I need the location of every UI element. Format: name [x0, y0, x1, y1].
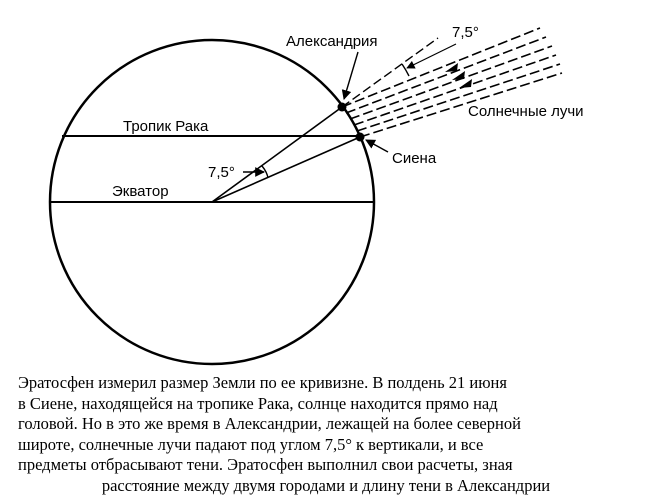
- syene-pointer: [366, 140, 388, 152]
- caption-line: широте, солнечные лучи падают под углом 7,5° к вертикали, и все: [18, 434, 484, 454]
- radius-to-alexandria: [212, 107, 342, 202]
- angle-label-center: 7,5°: [208, 164, 235, 181]
- sun-ray-arrowhead: [459, 79, 472, 88]
- equator-label: Экватор: [112, 183, 169, 200]
- sun-rays-label: Солнечные лучи: [468, 103, 584, 120]
- top-angle-arc: [402, 64, 409, 76]
- caption-line: головой. Но в это же время в Александрии, лежащей на более северной: [18, 414, 521, 433]
- caption-line: расстояние между двумя городами и длину тени в Александрии: [101, 475, 551, 495]
- caption-line: в Сиене, находящейся на тропике Рака, солнце находится прямо над: [18, 393, 498, 413]
- syene-label: Сиена: [392, 150, 437, 167]
- angle-label-top: 7,5°: [452, 24, 479, 41]
- tropic-of-cancer-label: Тропик Рака: [123, 118, 209, 135]
- syene-point: [356, 133, 365, 142]
- caption-line: предметы отбрасывают тени. Эратосфен выполнил свои расчеты, зная: [18, 455, 513, 474]
- alexandria-pointer: [344, 52, 358, 99]
- alexandria-label: Александрия: [286, 33, 378, 50]
- alexandria-point: [338, 103, 347, 112]
- caption-line: Эратосфен измерил размер Земли по ее кривизне. В полдень 21 июня: [18, 373, 507, 392]
- figure-caption: [18, 373, 634, 496]
